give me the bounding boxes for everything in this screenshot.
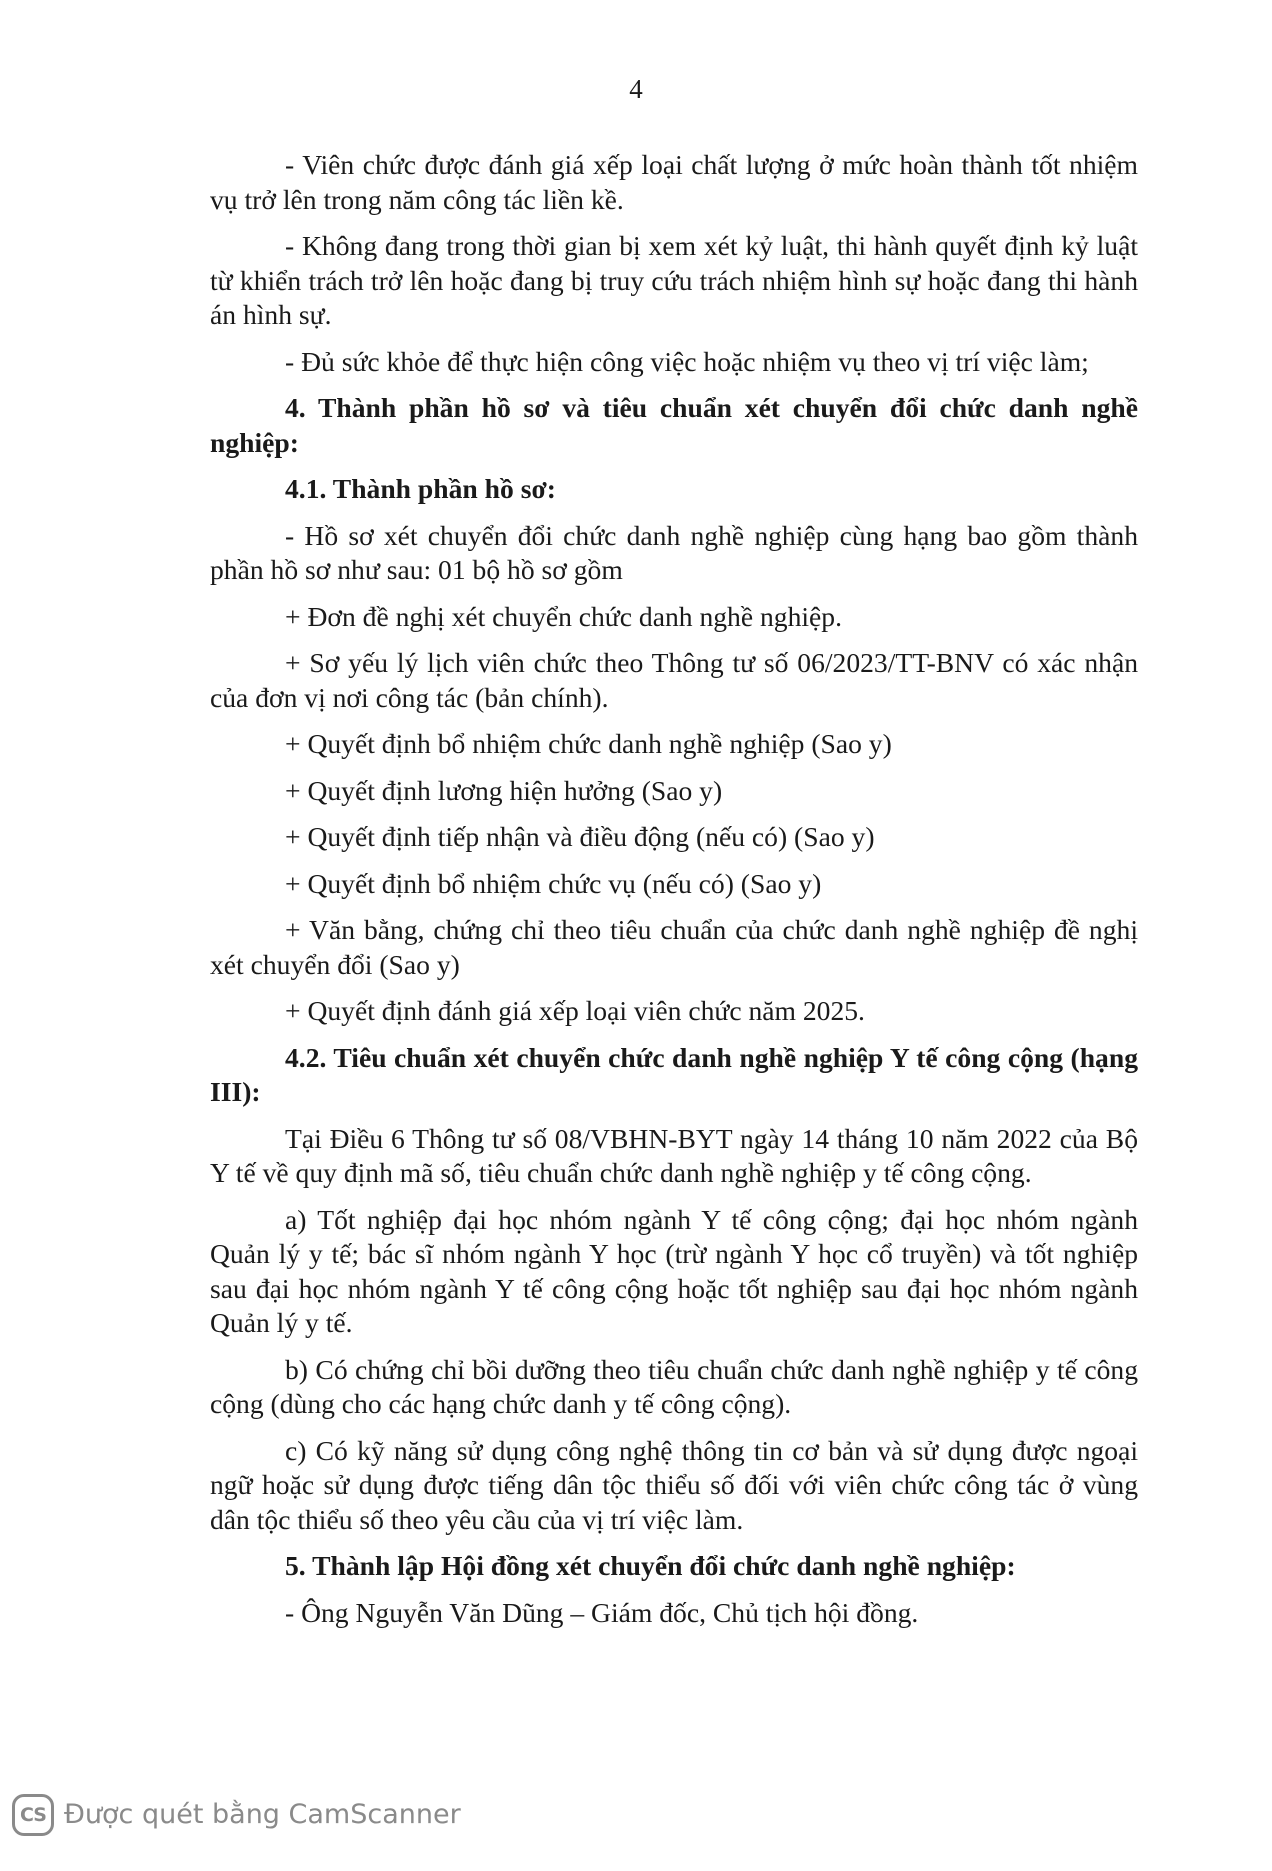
list-item: + Quyết định bổ nhiệm chức danh nghề nghiệp (Sao y) xyxy=(285,728,892,759)
subsection-heading: 4.2. Tiêu chuẩn xét chuyển chức danh nghề nghiệp Y tế công cộng (hạng III): xyxy=(210,1041,1138,1107)
paragraph: Tại Điều 6 Thông tư số 08/VBHN-BYT ngày 14 tháng 10 năm 2022 của Bộ Y tế về quy định mã số, tiêu chuẩn chức danh nghề nghiệp y tế công cộng. xyxy=(210,1122,1138,1188)
camscanner-logo-icon: CS xyxy=(12,1794,54,1836)
list-item: + Sơ yếu lý lịch viên chức theo Thông tư số 06/2023/TT-BNV có xác nhận của đơn vị nơi công tác (bản chính). xyxy=(210,647,1138,713)
paragraph: - Viên chức được đánh giá xếp loại chất lượng ở mức hoàn thành tốt nhiệm vụ trở lên trong năm công tác liền kề. xyxy=(210,149,1138,215)
list-item: + Văn bằng, chứng chỉ theo tiêu chuẩn của chức danh nghề nghiệp đề nghị xét chuyển đổi (Sao y) xyxy=(210,914,1138,980)
page-number: 4 xyxy=(629,74,643,104)
document-body xyxy=(210,148,1138,1642)
list-item: + Quyết định bổ nhiệm chức vụ (nếu có) (Sao y) xyxy=(285,867,822,899)
watermark-text: Được quét bằng CamScanner xyxy=(64,1799,461,1830)
paragraph: a) Tốt nghiệp đại học nhóm ngành Y tế công cộng; đại học nhóm ngành Quản lý y tế; bác sĩ nhóm ngành Y học (trừ ngành Y học cổ truyền) và tốt nghiệp sau đại học nhóm ngành Y tế công cộng hoặc tốt nghiệp sau đại học nhóm ngành Quản lý y tế. xyxy=(210,1203,1138,1338)
list-item: + Đơn đề nghị xét chuyển chức danh nghề nghiệp. xyxy=(285,600,842,632)
subsection-heading: 4.1. Thành phần hồ sơ: xyxy=(285,473,556,504)
paragraph: c) Có kỹ năng sử dụng công nghệ thông tin cơ bản và sử dụng được ngoại ngữ hoặc sử dụng được tiếng dân tộc thiểu số đối với viên chức công tác ở vùng dân tộc thiểu số theo yêu cầu của vị trí việc làm. xyxy=(210,1434,1138,1535)
camscanner-watermark xyxy=(12,1792,461,1838)
list-item: + Quyết định đánh giá xếp loại viên chức năm 2025. xyxy=(285,995,865,1026)
paragraph: b) Có chứng chỉ bồi dưỡng theo tiêu chuẩn chức danh nghề nghiệp y tế công cộng (dùng cho các hạng chức danh y tế công cộng). xyxy=(210,1353,1138,1419)
section-heading: 5. Thành lập Hội đồng xét chuyển đổi chức danh nghề nghiệp: xyxy=(285,1550,1016,1581)
paragraph: - Ông Nguyễn Văn Dũng – Giám đốc, Chủ tịch hội đồng. xyxy=(285,1596,919,1628)
list-item: + Quyết định lương hiện hưởng (Sao y) xyxy=(285,774,723,806)
paragraph: - Đủ sức khỏe để thực hiện công việc hoặc nhiệm vụ theo vị trí việc làm; xyxy=(285,345,1089,377)
paragraph: - Hồ sơ xét chuyển đổi chức danh nghề nghiệp cùng hạng bao gồm thành phần hồ sơ như sau: 01 bộ hồ sơ gồm xyxy=(210,519,1138,585)
section-heading: 4. Thành phần hồ sơ và tiêu chuẩn xét chuyển đổi chức danh nghề nghiệp: xyxy=(210,392,1138,458)
list-item: + Quyết định tiếp nhận và điều động (nếu có) (Sao y) xyxy=(285,821,875,852)
paragraph: - Không đang trong thời gian bị xem xét kỷ luật, thi hành quyết định kỷ luật từ khiển trách trở lên hoặc đang bị truy cứu trách nhiệm hình sự hoặc đang thi hành án hình sự. xyxy=(210,230,1138,330)
